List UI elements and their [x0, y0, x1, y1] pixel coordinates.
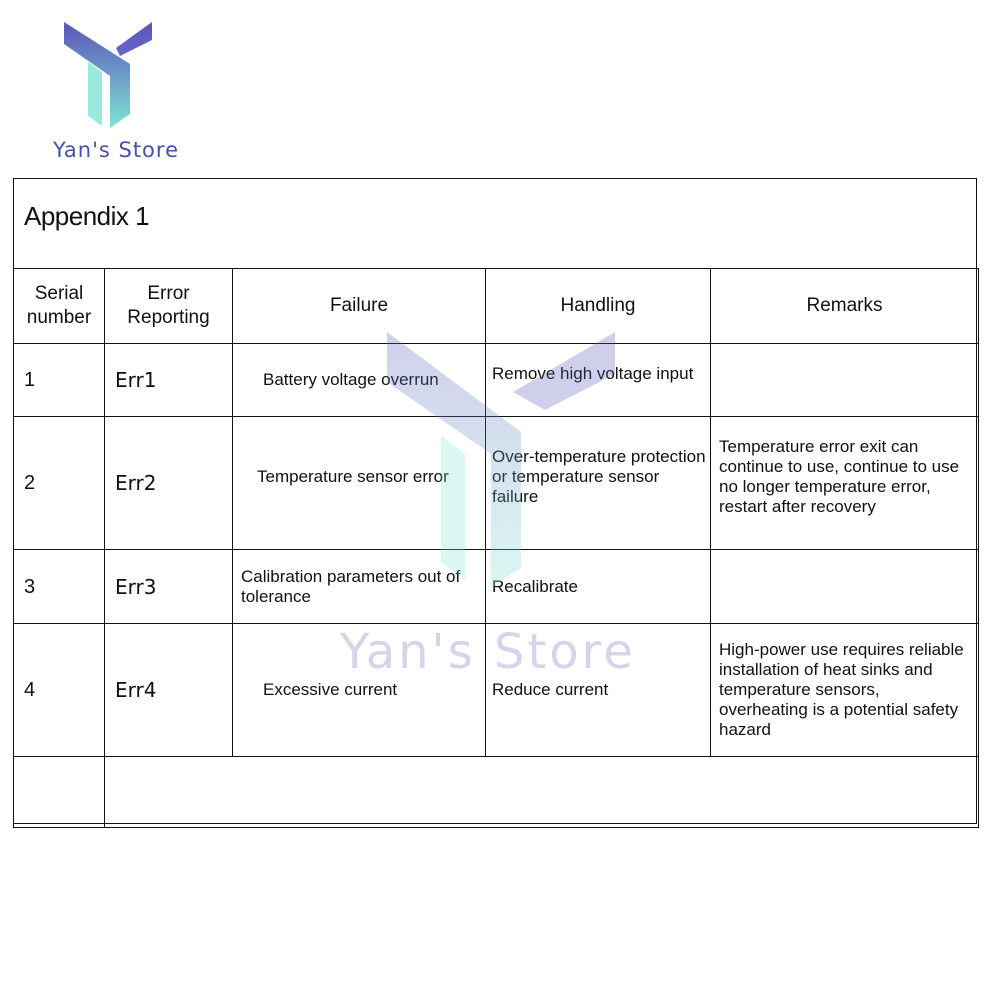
table-row-empty [14, 757, 979, 828]
cell-remarks-text: Temperature error exit can continue to use, continue to use no longer temperature error, restart after recovery [719, 437, 960, 516]
watermark-text: Yan's Store [340, 624, 636, 680]
cell-error: Err4 [105, 624, 233, 757]
cell-empty [14, 757, 105, 828]
cell-serial: 2 [14, 417, 105, 550]
cell-handling: Recalibrate [486, 550, 711, 624]
table-row [14, 417, 979, 550]
cell-handling: Reduce current [486, 624, 711, 757]
cell-handling [486, 344, 711, 417]
table-row [14, 550, 979, 624]
header-error: Error Reporting [105, 269, 233, 344]
cell-remarks [711, 550, 979, 624]
cell-serial: 4 [14, 624, 105, 757]
cell-handling-text: Over-temperature protection or temperature sensor failure [492, 447, 706, 506]
cell-error: Err1 [105, 344, 233, 417]
cell-failure: Excessive current [233, 624, 486, 757]
logo-text: Yan's Store [52, 138, 179, 162]
header-handling: Handling [486, 269, 711, 344]
store-logo [40, 18, 190, 168]
cell-empty-wide [105, 757, 979, 828]
table-row [14, 624, 979, 757]
cell-remarks [711, 417, 979, 550]
cell-handling-text: Remove high voltage input [492, 364, 694, 383]
cell-serial: 3 [14, 550, 105, 624]
appendix-document [13, 178, 977, 824]
table-header-row [14, 269, 979, 344]
header-serial: Serial number [14, 269, 105, 344]
cell-failure: Calibration parameters out of tolerance [233, 550, 486, 624]
cell-error: Err2 [105, 417, 233, 550]
cell-remarks: High-power use requires reliable installation of heat sinks and temperature sensors, overheating is a potential safety hazard [711, 624, 979, 757]
cell-serial: 1 [14, 344, 105, 417]
cell-failure: Battery voltage overrun [233, 344, 486, 417]
table-row [14, 344, 979, 417]
error-table [13, 268, 979, 828]
cell-handling [486, 417, 711, 550]
header-remarks: Remarks [711, 269, 979, 344]
appendix-title: Appendix 1 [24, 201, 150, 231]
header-failure: Failure [233, 269, 486, 344]
cell-failure [233, 417, 486, 550]
cell-error: Err3 [105, 550, 233, 624]
logo-y-icon [60, 18, 170, 133]
cell-remarks [711, 344, 979, 417]
cell-failure-text: Temperature sensor error [257, 467, 449, 486]
